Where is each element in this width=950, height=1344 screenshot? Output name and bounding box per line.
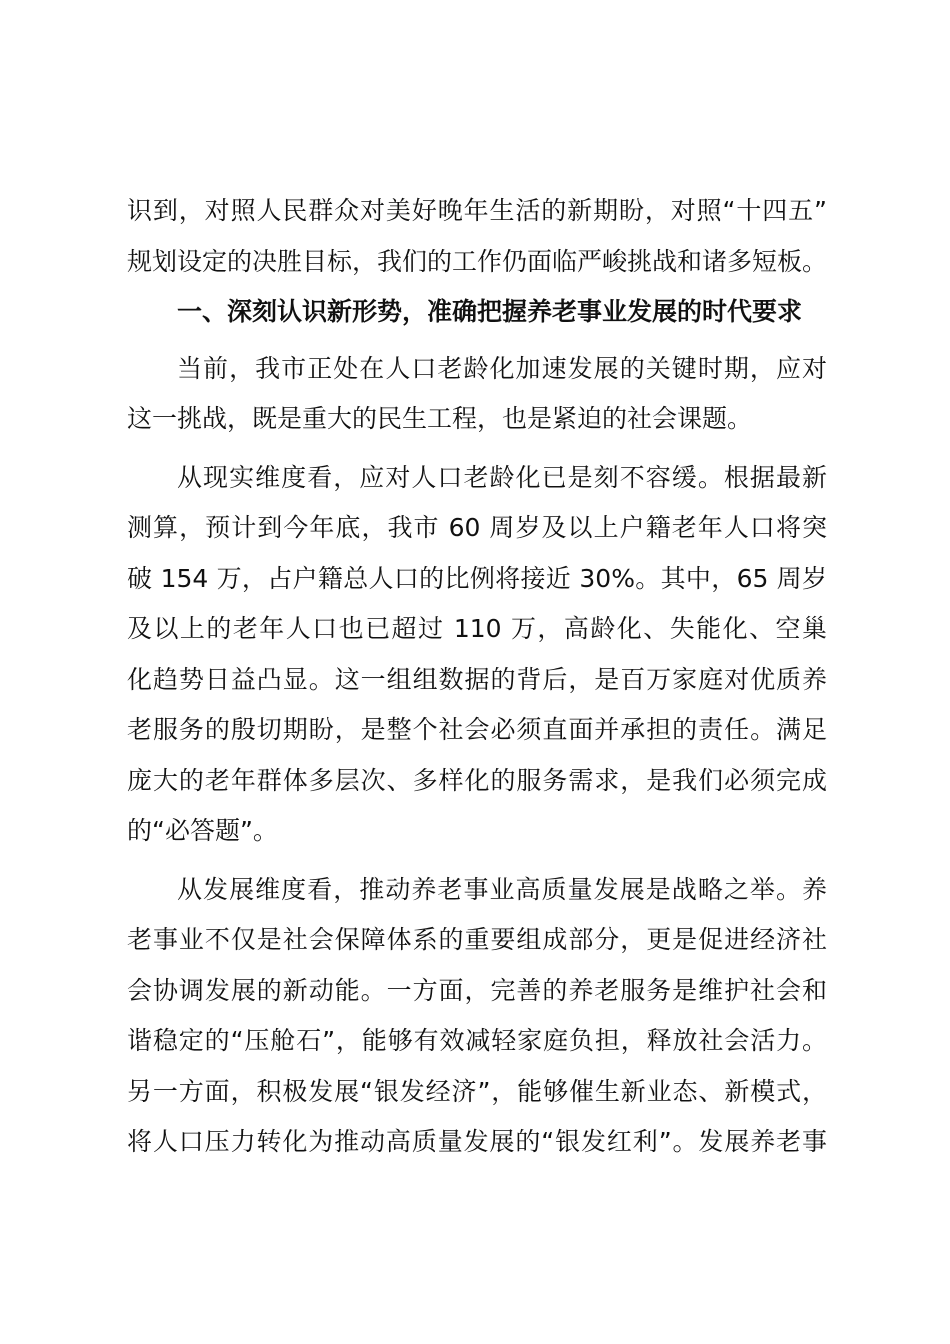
body-line: 另一方面，积极发展“银发经济”，能够催生新业态、新模式， [127, 1076, 827, 1106]
body-line: 老事业不仅是社会保障体系的重要组成部分，更是促进经济社 [127, 925, 827, 954]
body-line: 化趋势日益凸显。这一组组数据的背后，是百万家庭对优质养 [127, 664, 827, 694]
body-line: 老服务的殷切期盼，是整个社会必须直面并承担的责任。满足 [127, 715, 827, 744]
body-line: 规划设定的决胜目标，我们的工作仍面临严峻挑战和诸多短板。 [127, 246, 828, 276]
body-line: 将人口压力转化为推动高质量发展的“银发红利”。发展养老事 [127, 1127, 827, 1156]
section-heading: 一、深刻认识新形势，准确把握养老事业发展的时代要求 [177, 297, 803, 326]
body-line: 测算，预计到今年底，我市 60 周岁及以上户籍老年人口将突 [127, 513, 827, 542]
body-line: 从发展维度看，推动养老事业高质量发展是战略之举。养 [177, 874, 827, 904]
body-line: 这一挑战，既是重大的民生工程，也是紧迫的社会课题。 [127, 404, 753, 433]
body-line: 识到，对照人民群众对美好晚年生活的新期盼，对照“十四五” [127, 196, 827, 225]
body-line: 及以上的老年人口也已超过 110 万，高龄化、失能化、空巢 [127, 614, 827, 643]
body-line: 当前，我市正处在人口老龄化加速发展的关键时期，应对 [177, 353, 827, 383]
body-line: 破 154 万，占户籍总人口的比例将接近 30%。其中，65 周岁 [127, 563, 827, 593]
body-line: 庞大的老年群体多层次、多样化的服务需求，是我们必须完成 [127, 765, 827, 795]
document-body [127, 186, 827, 1168]
body-line: 会协调发展的新动能。一方面，完善的养老服务是维护社会和 [127, 975, 827, 1005]
body-line: 谐稳定的“压舱石”，能够有效减轻家庭负担，释放社会活力。 [127, 1026, 827, 1055]
body-line: 从现实维度看，应对人口老龄化已是刻不容缓。根据最新 [177, 462, 827, 492]
body-line: 的“必答题”。 [127, 816, 278, 845]
